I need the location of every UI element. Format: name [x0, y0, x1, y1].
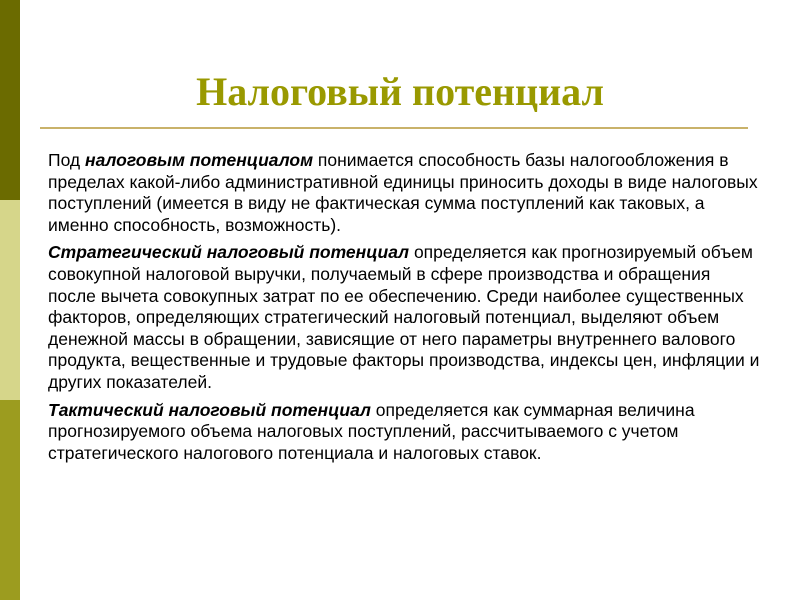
paragraph-text: понимается способность базы налогообложения в пределах какой-либо административной единицы приносить доходы в виде налоговых поступлений (имеется в виду не фактическая сумма поступлений как таковых, а именно способность, возможность).	[48, 150, 758, 235]
term-tactical-potential: Тактический налоговый потенциал	[48, 399, 371, 420]
slide-body	[48, 150, 760, 470]
term-tax-potential: налоговым потенциалом	[85, 150, 314, 170]
paragraph-prefix: Под	[48, 150, 85, 170]
slide-title: Налоговый потенциал	[196, 69, 604, 114]
paragraph-tactical	[48, 400, 760, 465]
paragraph-definition	[48, 150, 760, 236]
term-strategic-potential: Стратегический налоговый потенциал	[48, 242, 410, 263]
paragraph-strategic	[48, 242, 760, 393]
title-underline	[40, 127, 748, 129]
sidebar-segment-light	[0, 200, 20, 400]
decorative-sidebar	[0, 0, 20, 600]
sidebar-segment-dark	[0, 0, 20, 200]
paragraph-text: определяется как прогнозируемый объем совокупной налоговой выручки, получаемый в сфере производства и обращения после вычета совокупных затрат по ее обеспечению. Среди наиболее существенных факторов, определяющих стратегический налоговый потенциал, выделяют объем денежной массы в обращении, зависящие от него параметры внутреннего валового продукта, вещественные и трудовые факторы производства, индексы цен, инфляции и других показателей.	[48, 242, 760, 392]
sidebar-segment-mid	[0, 400, 20, 600]
paragraph-text: определяется как суммарная величина прогнозируемого объема налоговых поступлений, рассчитываемого с учетом стратегического налогового потенциала и налоговых ставок.	[48, 399, 695, 463]
